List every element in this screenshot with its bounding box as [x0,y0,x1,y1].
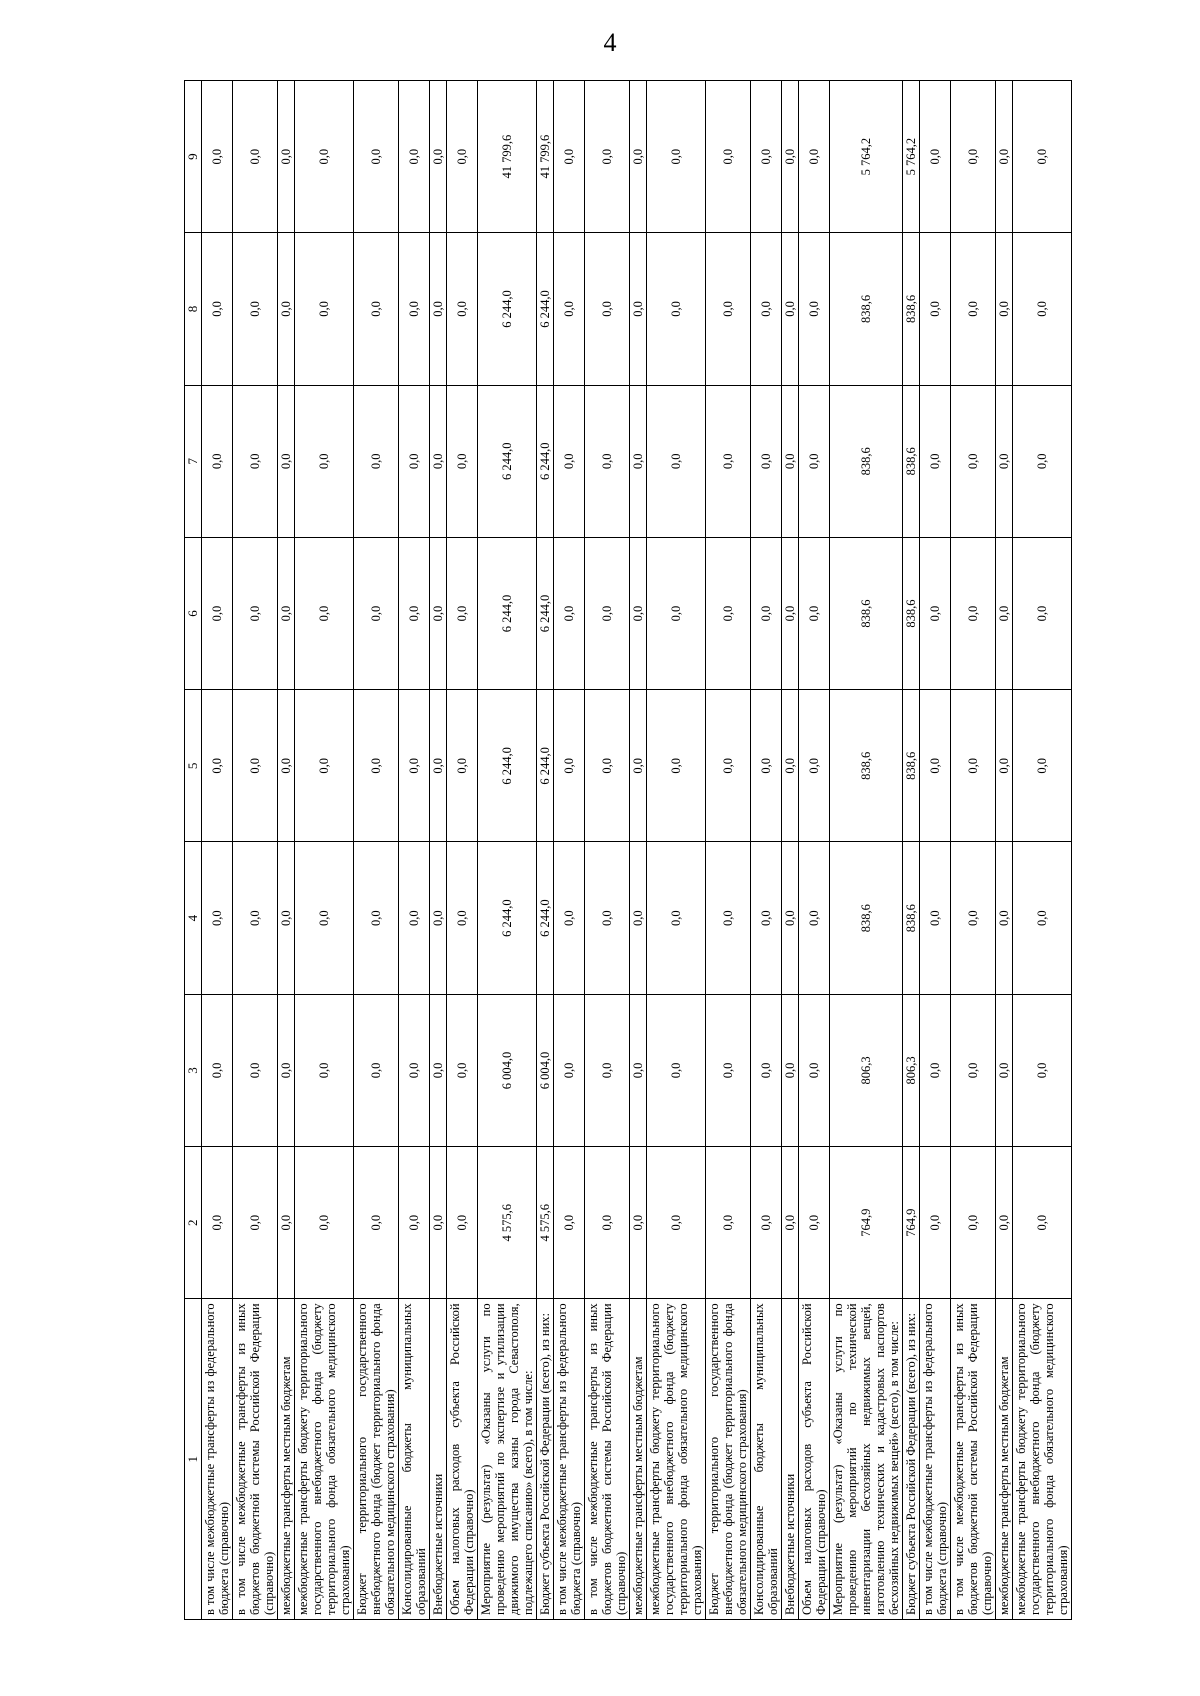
value-cell: 0,0 [647,385,706,537]
value-cell: 0,0 [751,81,782,233]
value-cell: 0,0 [799,385,830,537]
row-label: Консолидированные бюджеты муниципальных образований [751,1299,782,1620]
value-cell: 0,0 [554,1147,585,1299]
rotated-table-container [184,80,1070,1620]
value-cell: 0,0 [430,690,447,842]
value-cell: 838,6 [903,842,920,994]
row-label: межбюджетные трансферты местным бюджетам [996,1299,1013,1620]
header-row [185,81,202,1620]
value-cell: 0,0 [233,537,278,689]
value-cell: 0,0 [920,690,951,842]
table-row [751,81,782,1620]
value-cell: 4 575,6 [478,1147,537,1299]
value-cell: 0,0 [706,81,751,233]
value-cell: 0,0 [354,842,399,994]
value-cell: 0,0 [630,842,647,994]
value-cell: 0,0 [278,537,295,689]
row-label: Внебюджетные источники [782,1299,799,1620]
column-header: 3 [185,994,202,1146]
value-cell: 0,0 [751,385,782,537]
value-cell: 0,0 [278,690,295,842]
value-cell: 0,0 [295,233,354,385]
value-cell: 0,0 [295,385,354,537]
value-cell: 6 244,0 [478,537,537,689]
value-cell: 0,0 [202,994,233,1146]
table-row [799,81,830,1620]
row-label: в том числе межбюджетные трансферты из федерального бюджета (справочно) [554,1299,585,1620]
value-cell: 0,0 [1013,81,1072,233]
value-cell: 0,0 [782,690,799,842]
value-cell: 6 244,0 [478,690,537,842]
value-cell: 0,0 [233,385,278,537]
value-cell: 0,0 [554,81,585,233]
value-cell: 0,0 [585,233,630,385]
value-cell: 6 244,0 [478,842,537,994]
value-cell: 838,6 [903,385,920,537]
table-row [202,81,233,1620]
value-cell: 0,0 [447,690,478,842]
value-cell: 0,0 [951,1147,996,1299]
value-cell: 0,0 [751,1147,782,1299]
value-cell: 0,0 [430,994,447,1146]
row-label: межбюджетные трансферты местным бюджетам [630,1299,647,1620]
value-cell: 0,0 [799,81,830,233]
value-cell: 806,3 [903,994,920,1146]
value-cell: 0,0 [630,81,647,233]
value-cell: 764,9 [830,1147,903,1299]
page-number: 4 [603,28,617,57]
value-cell: 0,0 [630,233,647,385]
value-cell: 838,6 [903,233,920,385]
value-cell: 6 244,0 [537,842,554,994]
value-cell: 0,0 [630,994,647,1146]
value-cell: 0,0 [782,994,799,1146]
value-cell: 0,0 [996,385,1013,537]
value-cell: 838,6 [830,537,903,689]
table-row [478,81,537,1620]
value-cell: 0,0 [233,233,278,385]
value-cell: 0,0 [996,994,1013,1146]
value-cell: 0,0 [233,1147,278,1299]
value-cell: 0,0 [278,994,295,1146]
value-cell: 0,0 [706,994,751,1146]
value-cell: 0,0 [782,537,799,689]
value-cell: 0,0 [799,690,830,842]
table-row [554,81,585,1620]
row-label: в том числе межбюджетные трансферты из федерального бюджета (справочно) [920,1299,951,1620]
value-cell: 0,0 [951,385,996,537]
value-cell: 0,0 [354,994,399,1146]
value-cell: 0,0 [447,385,478,537]
value-cell: 0,0 [354,537,399,689]
value-cell: 0,0 [630,385,647,537]
value-cell: 838,6 [830,842,903,994]
value-cell: 0,0 [585,537,630,689]
value-cell: 0,0 [799,842,830,994]
value-cell: 0,0 [920,1147,951,1299]
table-body [202,81,1072,1620]
value-cell: 0,0 [202,385,233,537]
table-row [830,81,903,1620]
value-cell: 0,0 [647,842,706,994]
value-cell: 0,0 [647,233,706,385]
value-cell: 0,0 [554,690,585,842]
value-cell: 0,0 [630,1147,647,1299]
value-cell: 0,0 [996,81,1013,233]
value-cell: 0,0 [430,233,447,385]
value-cell: 0,0 [295,690,354,842]
row-label: Объем налоговых расходов субъекта Российской Федерации (справочно) [447,1299,478,1620]
value-cell: 0,0 [1013,842,1072,994]
value-cell: 0,0 [1013,1147,1072,1299]
table-row [354,81,399,1620]
value-cell: 0,0 [920,81,951,233]
value-cell: 838,6 [903,537,920,689]
value-cell: 0,0 [706,233,751,385]
row-label: Бюджет субъекта Российской Федерации (всего), из них: [903,1299,920,1620]
value-cell: 0,0 [799,537,830,689]
column-header: 5 [185,690,202,842]
value-cell: 0,0 [278,81,295,233]
table-row [920,81,951,1620]
table-row [996,81,1013,1620]
row-label: Консолидированные бюджеты муниципальных образований [399,1299,430,1620]
value-cell: 41 799,6 [478,81,537,233]
value-cell: 0,0 [951,233,996,385]
value-cell: 0,0 [751,690,782,842]
value-cell: 0,0 [399,842,430,994]
table-row [1013,81,1072,1620]
value-cell: 0,0 [951,690,996,842]
table-row [706,81,751,1620]
value-cell: 6 244,0 [478,233,537,385]
value-cell: 0,0 [447,537,478,689]
value-cell: 0,0 [782,233,799,385]
value-cell: 0,0 [751,842,782,994]
table-row [399,81,430,1620]
value-cell: 0,0 [430,81,447,233]
value-cell: 0,0 [278,233,295,385]
value-cell: 0,0 [585,81,630,233]
value-cell: 0,0 [295,842,354,994]
value-cell: 0,0 [706,842,751,994]
value-cell: 0,0 [399,81,430,233]
table-row [278,81,295,1620]
value-cell: 0,0 [430,385,447,537]
value-cell: 0,0 [585,842,630,994]
table-row [233,81,278,1620]
value-cell: 0,0 [1013,385,1072,537]
value-cell: 0,0 [585,1147,630,1299]
value-cell: 0,0 [278,1147,295,1299]
value-cell: 0,0 [554,537,585,689]
value-cell: 0,0 [920,385,951,537]
table-row [585,81,630,1620]
value-cell: 0,0 [295,537,354,689]
row-label: межбюджетные трансферты бюджету территориального государственного внебюджетного фонда (бюджету территориального фонда обязательного медицинского страхования) [295,1299,354,1620]
value-cell: 0,0 [554,233,585,385]
value-cell: 0,0 [920,994,951,1146]
row-label: межбюджетные трансферты бюджету территориального государственного внебюджетного фонда (бюджету территориального фонда обязательного медицинского страхования) [1013,1299,1072,1620]
value-cell: 0,0 [996,690,1013,842]
value-cell: 0,0 [233,842,278,994]
table-row [430,81,447,1620]
value-cell: 0,0 [233,81,278,233]
row-label: Бюджет территориального государственного внебюджетного фонда (бюджет территориального фонда обязательного медицинского страхования) [706,1299,751,1620]
value-cell: 0,0 [354,81,399,233]
value-cell: 0,0 [554,842,585,994]
value-cell: 0,0 [920,233,951,385]
value-cell: 838,6 [830,233,903,385]
value-cell: 0,0 [295,81,354,233]
value-cell: 0,0 [799,1147,830,1299]
value-cell: 0,0 [233,994,278,1146]
value-cell: 0,0 [751,994,782,1146]
value-cell: 0,0 [799,994,830,1146]
row-label: Бюджет субъекта Российской Федерации (всего), из них: [537,1299,554,1620]
value-cell: 0,0 [202,690,233,842]
value-cell: 0,0 [706,385,751,537]
value-cell: 0,0 [295,994,354,1146]
value-cell: 0,0 [1013,537,1072,689]
value-cell: 0,0 [647,81,706,233]
value-cell: 5 764,2 [903,81,920,233]
value-cell: 0,0 [647,690,706,842]
column-header: 4 [185,842,202,994]
value-cell: 0,0 [554,994,585,1146]
value-cell: 0,0 [430,537,447,689]
value-cell: 838,6 [903,690,920,842]
value-cell: 0,0 [295,1147,354,1299]
row-label: Внебюджетные источники [430,1299,447,1620]
value-cell: 0,0 [202,1147,233,1299]
column-header: 9 [185,81,202,233]
table-row [903,81,920,1620]
value-cell: 0,0 [278,385,295,537]
value-cell: 0,0 [399,385,430,537]
value-cell: 764,9 [903,1147,920,1299]
value-cell: 0,0 [554,385,585,537]
column-header: 6 [185,537,202,689]
value-cell: 6 244,0 [537,233,554,385]
row-label: межбюджетные трансферты бюджету территориального государственного внебюджетного фонда (бюджету территориального фонда обязательного медицинского страхования) [647,1299,706,1620]
value-cell: 0,0 [951,842,996,994]
value-cell: 0,0 [1013,994,1072,1146]
value-cell: 0,0 [647,994,706,1146]
column-header: 7 [185,385,202,537]
value-cell: 0,0 [585,690,630,842]
column-header: 8 [185,233,202,385]
value-cell: 0,0 [354,690,399,842]
value-cell: 838,6 [830,690,903,842]
value-cell: 6 244,0 [478,385,537,537]
value-cell: 0,0 [447,994,478,1146]
table-row [647,81,706,1620]
value-cell: 0,0 [920,842,951,994]
row-label: Мероприятие (результат) «Оказаны услуги по проведению мероприятий по экспертизе и утилизации движимого имущества казны города Севастополя, подлежащего списанию» (всего), в том числе: [478,1299,537,1620]
column-header: 2 [185,1147,202,1299]
value-cell: 0,0 [630,537,647,689]
value-cell: 0,0 [647,1147,706,1299]
value-cell: 0,0 [399,233,430,385]
row-label: межбюджетные трансферты местным бюджетам [278,1299,295,1620]
table-row [295,81,354,1620]
value-cell: 0,0 [233,690,278,842]
value-cell: 806,3 [830,994,903,1146]
value-cell: 0,0 [399,1147,430,1299]
row-label: в том числе межбюджетные трансферты из иных бюджетов бюджетной системы Российской Федерации (справочно) [585,1299,630,1620]
value-cell: 0,0 [585,994,630,1146]
table-header [185,81,202,1620]
budget-table [184,80,1072,1620]
value-cell: 0,0 [996,537,1013,689]
value-cell: 0,0 [751,233,782,385]
value-cell: 0,0 [202,81,233,233]
row-label: Объем налоговых расходов субъекта Российской Федерации (справочно) [799,1299,830,1620]
value-cell: 4 575,6 [537,1147,554,1299]
value-cell: 0,0 [1013,690,1072,842]
table-row [630,81,647,1620]
value-cell: 0,0 [782,81,799,233]
value-cell: 0,0 [202,842,233,994]
value-cell: 0,0 [996,1147,1013,1299]
value-cell: 0,0 [354,385,399,537]
value-cell: 0,0 [430,842,447,994]
value-cell: 5 764,2 [830,81,903,233]
value-cell: 0,0 [399,537,430,689]
table-row [537,81,554,1620]
value-cell: 0,0 [399,994,430,1146]
value-cell: 0,0 [278,842,295,994]
table-row [782,81,799,1620]
value-cell: 0,0 [996,233,1013,385]
value-cell: 0,0 [354,1147,399,1299]
value-cell: 0,0 [951,537,996,689]
row-label: Мероприятие (результат) «Оказаны услуги по проведению мероприятий по технической инвентаризации бесхозяйных недвижимых вещей, изготовлению технических и кадастровых паспортов бесхозяйных недвижимых вещей» (всего), в том числе: [830,1299,903,1620]
value-cell: 0,0 [706,690,751,842]
row-label: Бюджет территориального государственного внебюджетного фонда (бюджет территориального фонда обязательного медицинского страхования) [354,1299,399,1620]
value-cell: 0,0 [202,233,233,385]
table-row [951,81,996,1620]
value-cell: 0,0 [202,537,233,689]
value-cell: 6 004,0 [537,994,554,1146]
value-cell: 0,0 [706,537,751,689]
value-cell: 0,0 [1013,233,1072,385]
value-cell: 0,0 [920,537,951,689]
value-cell: 6 244,0 [537,537,554,689]
value-cell: 41 799,6 [537,81,554,233]
row-label: в том числе межбюджетные трансферты из федерального бюджета (справочно) [202,1299,233,1620]
row-label: в том числе межбюджетные трансферты из иных бюджетов бюджетной системы Российской Федерации (справочно) [233,1299,278,1620]
value-cell: 0,0 [447,233,478,385]
value-cell: 0,0 [782,385,799,537]
value-cell: 0,0 [782,1147,799,1299]
value-cell: 0,0 [996,842,1013,994]
value-cell: 0,0 [647,537,706,689]
value-cell: 0,0 [447,81,478,233]
value-cell: 0,0 [447,1147,478,1299]
table-row [447,81,478,1620]
value-cell: 0,0 [630,690,647,842]
value-cell: 6 004,0 [478,994,537,1146]
value-cell: 0,0 [951,994,996,1146]
value-cell: 838,6 [830,385,903,537]
value-cell: 0,0 [951,81,996,233]
value-cell: 0,0 [799,233,830,385]
value-cell: 6 244,0 [537,385,554,537]
value-cell: 0,0 [751,537,782,689]
column-header: 1 [185,1299,202,1620]
row-label: в том числе межбюджетные трансферты из иных бюджетов бюджетной системы Российской Федерации (справочно) [951,1299,996,1620]
value-cell: 6 244,0 [537,690,554,842]
value-cell: 0,0 [430,1147,447,1299]
value-cell: 0,0 [585,385,630,537]
value-cell: 0,0 [399,690,430,842]
value-cell: 0,0 [354,233,399,385]
value-cell: 0,0 [447,842,478,994]
value-cell: 0,0 [782,842,799,994]
value-cell: 0,0 [706,1147,751,1299]
